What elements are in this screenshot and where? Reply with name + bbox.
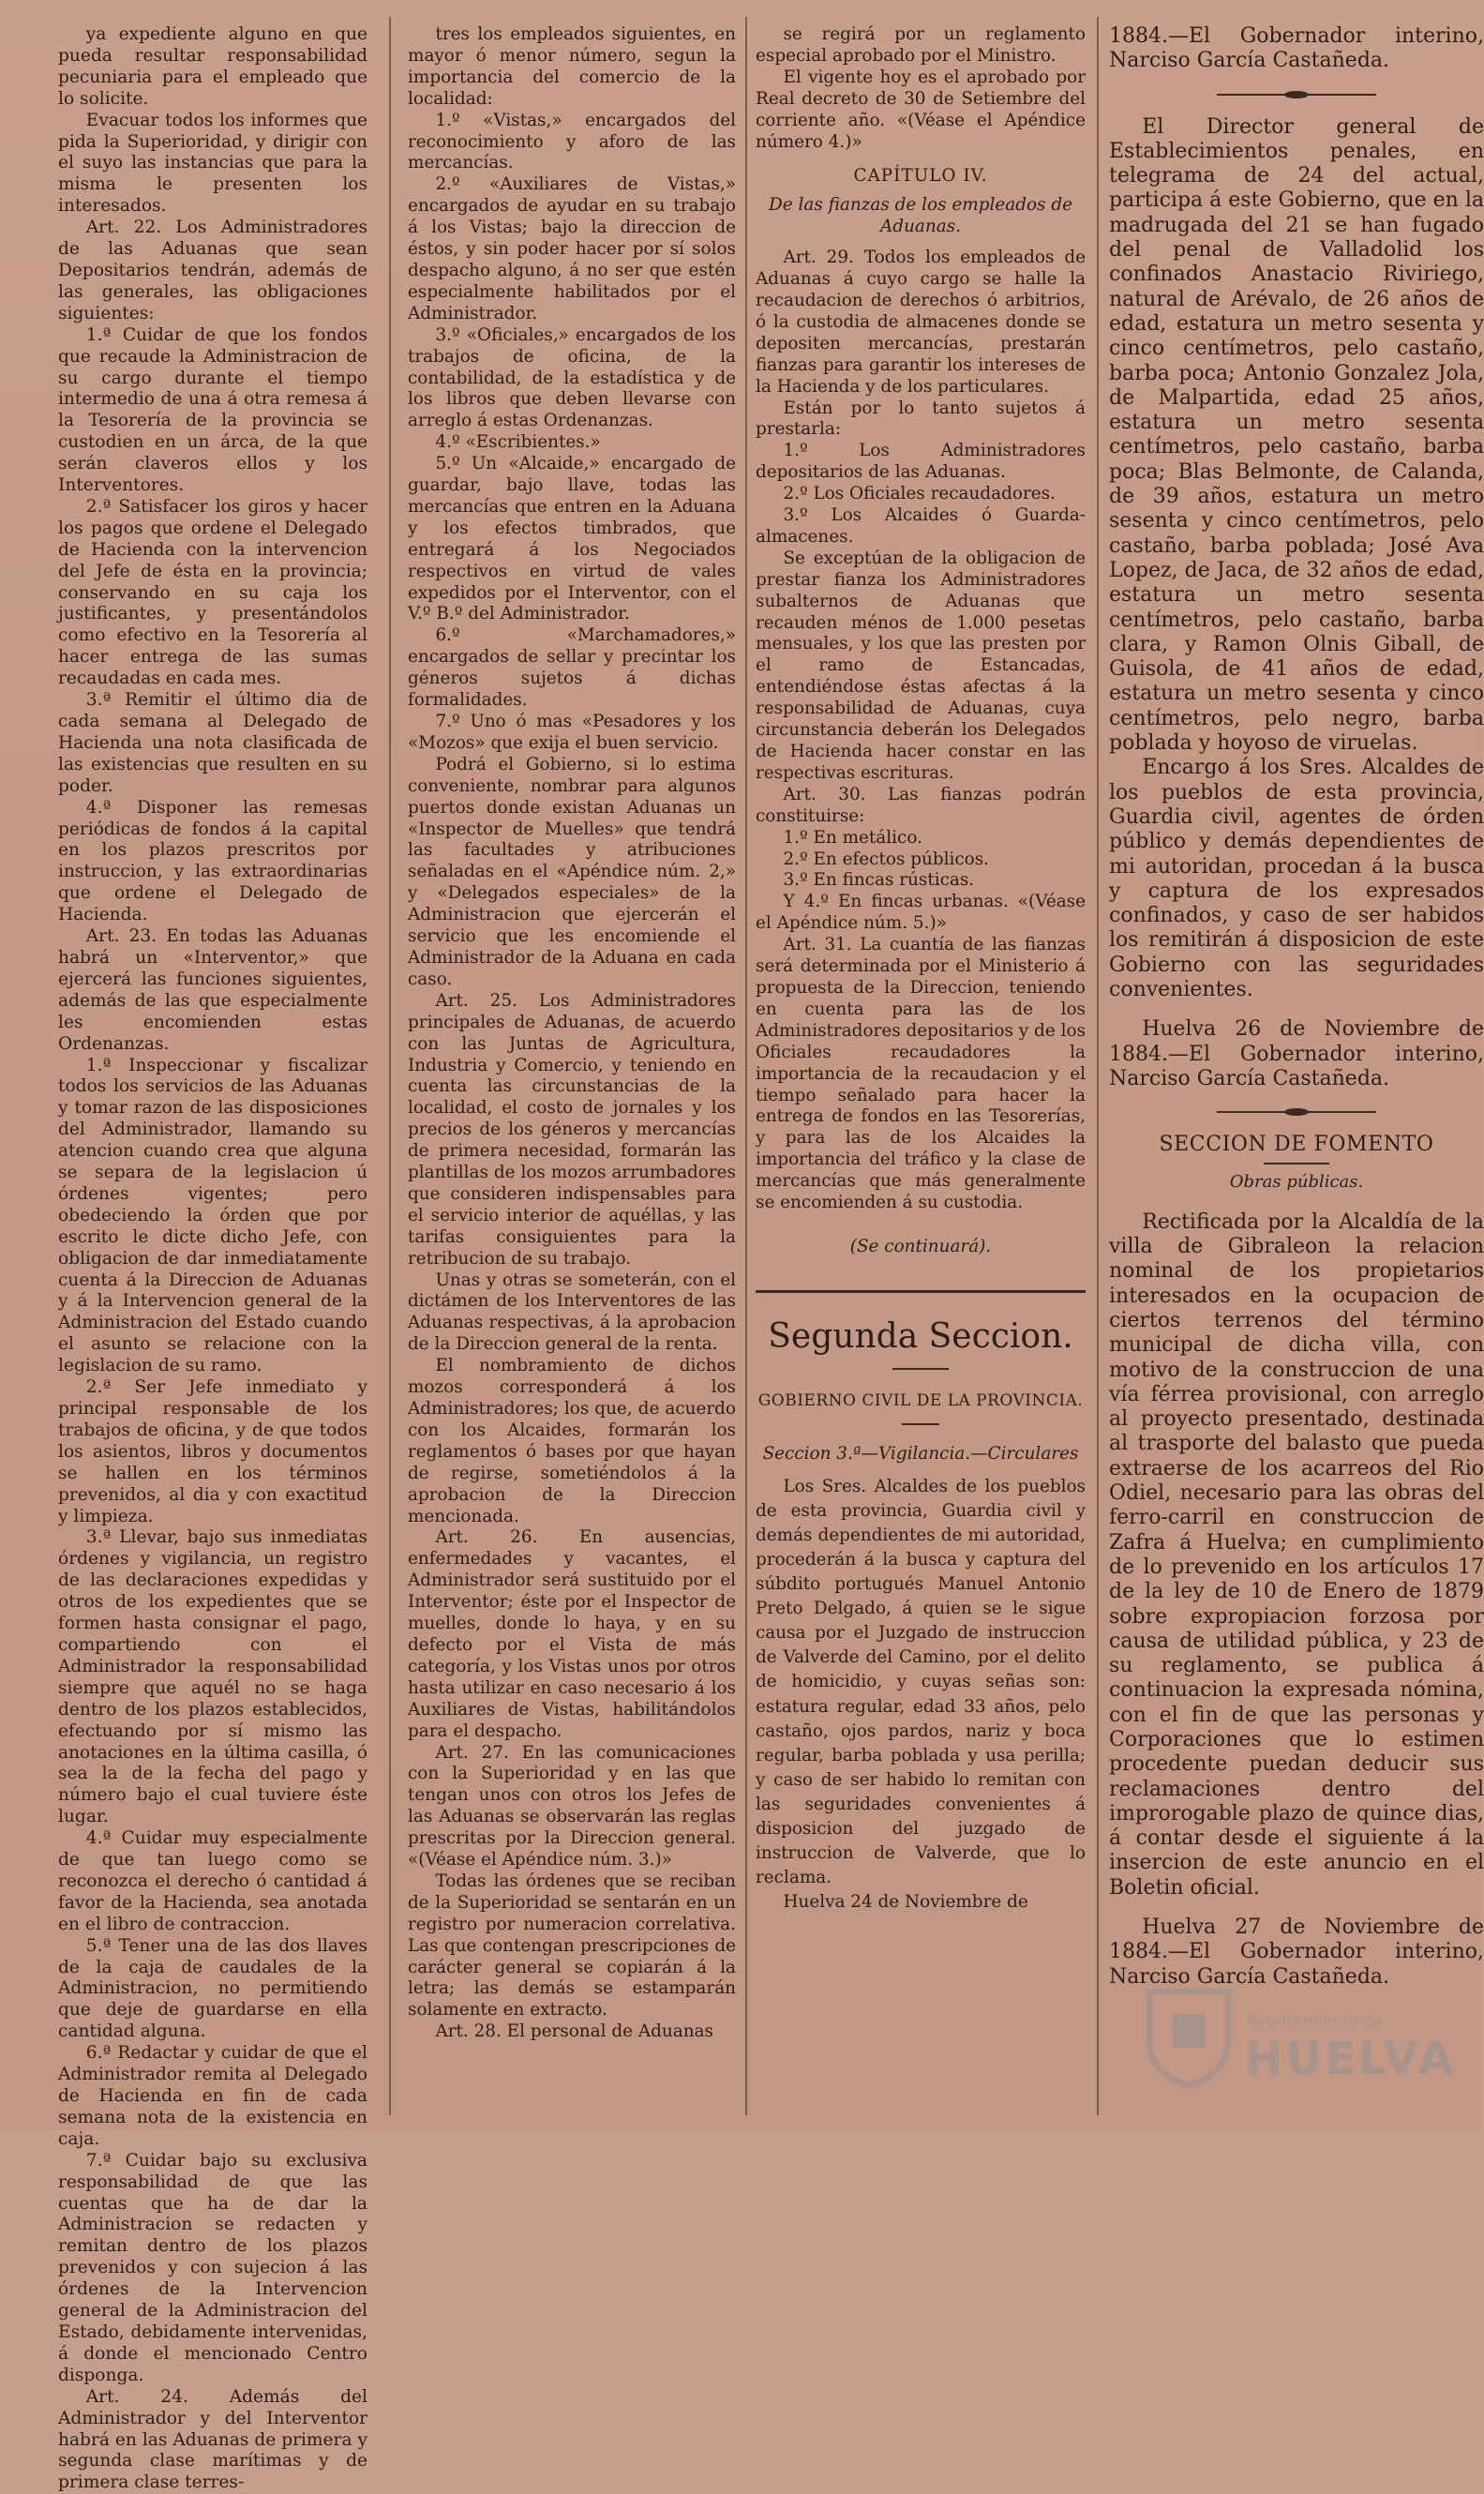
col1-paragraph: 4.ª Cuidar muy especialmente de que tan luego como se reconozca el derecho ó cantidad á favor de la Hacienda, sea anotada en el libro de contraccion.	[58, 1828, 367, 1934]
fugitives-order: Encargo á los Sres. Alcaldes de los pueblos de esta provincia, Guardia civil, agentes de órden público y demás dependientes de mi autoridan, procedan á la busca y captura de los expresados confinados, y caso de ser habidos los remitirán á disposicion de este Gobierno con las seguridades convenientes.	[1109, 756, 1484, 1001]
col2-paragraph: El nombramiento de dichos mozos corresponderá á los Administradores; los que, de acuerdo con los Alcaides, formarán los reglamentos ó bases por que hayan de regirse, sometiéndolos á la aprobacion de la Direccion mencionada.	[408, 1356, 736, 1526]
expropiation-notice: Rectificada por la Alcaldía de la villa de Gibraleon la relacion nominal de los propietarios interesados en la ocupacion de ciertos terrenos del término municipal de dicha villa, con motivo de la construccion de una vía férrea provisional, con arreglo al proyecto presentado, destinada al trasporte del balasto que pueda extraerse de los acarreos del Rio Odiel, necesario para las obras del ferro-carril en construccion de Zafra á Huelva; en cumplimiento de lo prevenido en los artículos 17 de la ley de 10 de Enero de 1879 sobre expropiacion forzosa por causa de utilidad pública, y 23 de su reglamento, se publica á continuacion la expresada nómina, con el fin de que las personas y Corporaciones que lo estimen procedente puedan deducir sus reclamaciones dentro del improrogable plazo de quince dias, á contar desde el siguiente á la insercion de este anuncio en el Boletin oficial.	[1109, 1209, 1484, 1900]
column-4	[1109, 24, 1484, 2102]
col1-paragraph: 6.ª Redactar y cuidar de que el Administrador remita al Delegado de Hacienda en fin de cada semana nota de la existencia en caja.	[58, 2043, 367, 2149]
col3-body-paragraph: 3.º En fincas rústicas.	[783, 870, 975, 891]
column-2	[408, 24, 736, 2102]
col3-body-paragraph: Están por lo tanto sujetos á prestarla:	[756, 398, 1086, 440]
chapter-heading: CAPÍTULO IV.	[853, 166, 988, 187]
col1-paragraph: 7.ª Cuidar bajo su exclusiva responsabilidad de que las cuentas que ha de dar la Administracion se redacten y remitan dentro de los plazos prevenidos y con sujecion á las órdenes de la Intervencion general de la Administracion del Estado, debidamente intervenidas, á donde el mencionado Centro disponga.	[58, 2150, 367, 2385]
column-1	[58, 24, 367, 2493]
col1-paragraph: 5.ª Tener una de las dos llaves de la caja de caudales de la Administracion, no permitiendo que deje de guardarse en ella cantidad alguna.	[58, 1935, 367, 2042]
section-divider	[756, 1290, 1086, 1293]
col2-paragraph: 7.º Uno ó mas «Pesadores y los «Mozos» que exija el buen servicio.	[408, 712, 736, 753]
col2-paragraph: 2.º «Auxiliares de Vistas,» encargados de ayudar en su trabajo á los Vistas; bajo la direccion de éstos, y sin poder hacer por sí solos despacho alguno, á no ser que estén especialmente habilitados por el Administrador.	[408, 174, 736, 323]
col2-paragraph: 5.º Un «Alcaide,» encargado de guardar, bajo llave, todas las mercancías que entren en la Aduana y los efectos timbrados, que entregará á los Negociados respectivos en virtud de vales expedidos por el Interventor, con el V.º B.º del Administrador.	[408, 454, 736, 624]
signature-1: Huelva 26 de Noviembre de 1884.—El Gobernador interino, Narciso García Castañeda.	[1109, 1017, 1484, 1090]
col1-paragraph: ya expediente alguno en que pueda resultar responsabilidad pecuniaria para el empleado que lo solicite.	[58, 24, 367, 109]
dateline: Huelva 24 de Noviembre de	[783, 1892, 1028, 1913]
continued-note: (Se continuará).	[849, 1236, 992, 1256]
col1-paragraph: 1.ª Cuidar de que los fondos que recaude la Administracion de su cargo durante el tiempo intermedio de una á otra remesa á la Tesorería de la provincia se custodien en un árca, de la que serán claveros ellos y los Interventores.	[58, 324, 367, 496]
col3-body-paragraph: 1.º Los Administradores depositarios de las Aduanas.	[756, 441, 1086, 483]
gobierno-heading: GOBIERNO CIVIL DE LA PROVINCIA.	[757, 1390, 1084, 1410]
short-divider	[892, 1368, 949, 1370]
chapter-subtitle: De las fianzas de los empleados de Aduanas.	[769, 195, 1072, 237]
col2-paragraph: Unas y otras se someterán, con el dictámen de los Interventores de las Aduanas respectivas, á la aprobacion de la Direccion general de la renta.	[408, 1270, 736, 1355]
col1-paragraph: 2.ª Satisfacer los giros y hacer los pagos que ordene el Delegado de Hacienda con la intervencion del Jefe de ésta en la provincia; conservando en su caja los justificantes, y presentándolos como efectivo en la Tesorería al hacer entrega de las sumas recaudadas en cada mes.	[58, 496, 367, 689]
column-rule-3	[1097, 17, 1099, 2115]
short-divider-2	[902, 1423, 939, 1425]
col2-paragraph: Art. 26. En ausencias, enfermedades y vacantes, el Administrador será sustituido por el Interventor; éste por el Inspector de muelles, donde lo haya, y en su defecto por el Vista de más categoría, y los Vistas unos por otros hasta utilizar en caso necesario á los Auxiliares de Vistas, habilitándolos para el despacho.	[408, 1527, 736, 1741]
col1-paragraph: 3.ª Remitir el último dia de cada semana al Delegado de Hacienda una nota clasificada de las existencias que resulten en su poder.	[58, 690, 367, 796]
col2-paragraph: Art. 28. El personal de Aduanas	[435, 2021, 713, 2042]
col3-intro-paragraph: se regirá por un reglamento especial aprobado por el Ministro.	[756, 24, 1086, 66]
col1-paragraph: Art. 24. Además del Administrador y del Interventor habrá en las Aduanas de primera y segunda clase marítimas y de primera clase terres-	[58, 2386, 367, 2493]
ornament-divider-2	[1217, 1108, 1376, 1116]
col3-body-paragraph: Art. 29. Todos los empleados de Aduanas á cuyo cargo se halle la recaudacion de derechos ó arbitrios, ó la custodia de almacenes donde se depositen mercancías, prestarán fianzas para garantir los intereses de la Hacienda y de los particulares.	[756, 248, 1086, 397]
col2-paragraph: Art. 25. Los Administradores principales de Aduanas, de acuerdo con las Juntas de Agricultura, Industria y Comercio, y teniendo en cuenta las circunstancias de la localidad, el costo de jornales y los precios de los géneros y mercancías de primera necesidad, formarán las plantillas de los mozos arrumbadores que consideren indispensables para el servicio interior de aquéllas, y las tarifas consiguientes para la retribucion de su trabajo.	[408, 990, 736, 1269]
col1-paragraph: 4.ª Disponer las remesas periódicas de fondos á la capital en los plazos prescritos por instruccion, y las extraordinarias que ordene el Delegado de Hacienda.	[58, 797, 367, 925]
ornament-divider	[1217, 91, 1376, 98]
column-3	[756, 24, 1086, 2102]
fugitives-notice: El Director general de Establecimientos penales, en telegrama de 24 del actual, participa á este Gobierno, que en la madrugada del 21 se han fugado del penal de Valladolid los confinados Anastacio Riviriego, natural de Arévalo, de 26 años de edad, estatura un metro sesenta y cinco centímetros, pelo castaño, barba poca; Antonio Gonzalez Jola, de Malpartida, edad 25 años, estatura un metro sesenta centímetros, pelo castaño, barba poca; Blas Belmonte, de Calanda, de 39 años, estatura un metro sesenta y cinco centímetros, pelo castaño, barba poblada; José Ava Lopez, de Jaca, de 32 años de edad, estatura un metro sesenta centímetros, pelo castaño, barba clara, y Ramon Olnis Giball, de Guisola, de 41 años de edad, estatura un metro sesenta y cinco centímetros, pelo negro, barba poblada y hoyoso de viruelas.	[1109, 114, 1484, 756]
col2-paragraph: 4.º «Escribientes.»	[435, 432, 601, 453]
col3-body-paragraph: Art. 30. Las fianzas podrán constituirse:	[756, 784, 1086, 826]
column-rule-2	[745, 17, 747, 2115]
col3-body-paragraph: 2.º Los Oficiales recaudadores.	[783, 484, 1056, 504]
col1-paragraph: Evacuar todos los informes que pida la Superioridad, y dirigir con el suyo las instancias que para la misma le presenten los interesados.	[58, 110, 367, 217]
watermark-text: HUELVA	[1245, 2033, 1456, 2085]
col2-paragraph: Art. 27. En las comunicaciones con la Superioridad y en las que tengan unos con otros los Jefes de las Aduanas se observarán las reglas prescritas por la Direccion general. «(Véase el Apéndice núm. 3.)»	[408, 1742, 736, 1870]
col2-paragraph: tres los empleados siguientes, en mayor ó menor número, segun la importancia del comercio de la localidad:	[408, 24, 736, 109]
column-3-body	[756, 248, 1086, 1214]
col1-paragraph: Art. 23. En todas las Aduanas habrá un «Interventor,» que ejercerá las funciones siguientes, además de las que especialmente les encomienden estas Ordenanzas.	[58, 926, 367, 1054]
col3-body-paragraph: 3.º Los Alcaides ó Guarda-almacenes.	[756, 505, 1086, 547]
column-rule-1	[389, 17, 391, 2115]
signature-top: 1884.—El Gobernador interino, Narciso García Castañeda.	[1109, 24, 1484, 73]
obras-heading: Obras públicas.	[1229, 1172, 1364, 1193]
col1-paragraph: Art. 22. Los Administradores de las Aduanas que sean Depositarios tendrán, además de las generales, las obligaciones siguientes:	[58, 218, 367, 323]
col2-paragraph: Todas las órdenes que se reciban de la Superioridad se sentarán en un registro por numeracion correlativa. Las que contengan prescripciones de carácter general se copiarán á la letra; las demás se estamparán solamente en extracto.	[408, 1870, 736, 2021]
short-divider-3	[1264, 1163, 1329, 1164]
fomento-heading: SECCION DE FOMENTO	[1159, 1133, 1434, 1157]
col1-paragraph: 1.ª Inspeccionar y fiscalizar todos los servicios de las Aduanas y tomar razon de las disposiciones del Administrador, llamando su atencion cuando crea que alguna se separa de la legislacion ú órdenes vigentes; pero obedeciendo la órden que por escrito le dicte dicho Jefe, con obligacion de dar inmediatamente cuenta á la Direccion de Aduanas y á la Intervencion general de la Administracion del Estado cuando el asunto se relacione con la legislacion de su ramo.	[58, 1055, 367, 1376]
col2-paragraph: 6.º «Marchamadores,» encargados de sellar y precintar los géneros sujetos á dichas formalidades.	[408, 625, 736, 711]
section-title: Segunda Seccion.	[768, 1316, 1073, 1356]
col3-body-paragraph: Art. 31. La cuantía de las fianzas será determinada por el Ministerio á propuesta de la Direccion, teniendo en cuenta para las de los Administradores depositarios y de los Oficiales recaudadores la importancia de la recaudacion y el tiempo señalado para hacer la entrega de fondos en las Tesorerías, y para las de los Alcaides la importancia del tráfico y la clase de mercancías que más generalmente se encomienden á su custodia.	[756, 935, 1086, 1213]
col3-body-paragraph: Se exceptúan de la obligacion de prestar fianza los Administradores subalternos de Aduanas que recauden ménos de 1.000 pesetas mensuales, y los que las presten por el ramo de Estancadas, entendiéndose éstas afectas á la responsabilidad de Aduanas, cuya circunstancia deberán los Delegados de Hacienda hacer constar en las respectivas escrituras.	[756, 548, 1086, 783]
circulares-heading: Seccion 3.ª—Vigilancia.—Circulares	[762, 1443, 1079, 1464]
col2-paragraph: 1.º «Vistas,» encargados del reconocimiento y aforo de las mercancías.	[408, 110, 736, 173]
col1-paragraph: 2.ª Ser Jefe inmediato y principal responsable de los trabajos de oficina, y de que todos los asientos, libros y documentos se hallen en los términos prevenidos, al dia y con exactitud y limpieza.	[58, 1377, 367, 1526]
watermark-small-text: Ayuntamiento de	[1247, 2012, 1384, 2031]
capture-notice: Los Sres. Alcaldes de los pueblos de esta provincia, Guardia civil y demás dependientes de mi autoridad, procederán á la busca y captura del súbdito portugués Manuel Antonio Preto Delgado, á quien se le sigue causa por el Juzgado de instruccion de Valverde del Camino, por el delito de homicidio, y cuyas señas son: estatura regular, edad 33 años, pelo castaño, ojos pardos, nariz y boca regular, barba poblada y usa perilla; y caso de ser habido lo remitan con las seguridades convenientes á disposicion del juzgado de instruccion de Valverde, que lo reclama.	[756, 1476, 1086, 1888]
col2-paragraph: 3.º «Oficiales,» encargados de los trabajos de oficina, de la contabilidad, de la estadística y de los libros que deben llevarse con arreglo á estas Ordenanzas.	[408, 324, 736, 431]
col3-body-paragraph: 1.º En metálico.	[783, 827, 922, 848]
col1-paragraph: 3.ª Llevar, bajo sus inmediatas órdenes y vigilancia, un registro de las declaraciones expedidas y otros de los expedientes que se formen hasta consignar el pago, compartiendo con el Administrador la responsabilidad siempre que aquél no se haga dentro de los plazos establecidos, efectuando por sí mismo las anotaciones en la última casilla, ó sea la de la fecha del pago y número bajo el cual tuviere éste lugar.	[58, 1527, 367, 1827]
column-3-intro	[756, 24, 1086, 153]
col2-paragraph: Podrá el Gobierno, si lo estima conveniente, nombrar para algunos puertos donde existan Aduanas un «Inspector de Muelles» que tendrá las facultades y atribuciones señaladas en el «Apéndice núm. 2,» y «Delegados especiales» de la Administracion que ejercerán el servicio que les encomiende el Administrador de la Aduana en cada caso.	[408, 754, 736, 989]
col3-body-paragraph: 2.º En efectos públicos.	[783, 849, 990, 869]
signature-2: Huelva 27 de Noviembre de 1884.—El Gobernador interino, Narciso García Castañeda.	[1109, 1916, 1484, 1989]
col3-intro-paragraph: El vigente hoy es el aprobado por Real decreto de 30 de Setiembre del corriente año. «(Véase el Apéndice número 4.)»	[756, 67, 1086, 152]
col3-body-paragraph: Y 4.º En fincas urbanas. «(Véase el Apéndice núm. 5.)»	[756, 892, 1086, 934]
